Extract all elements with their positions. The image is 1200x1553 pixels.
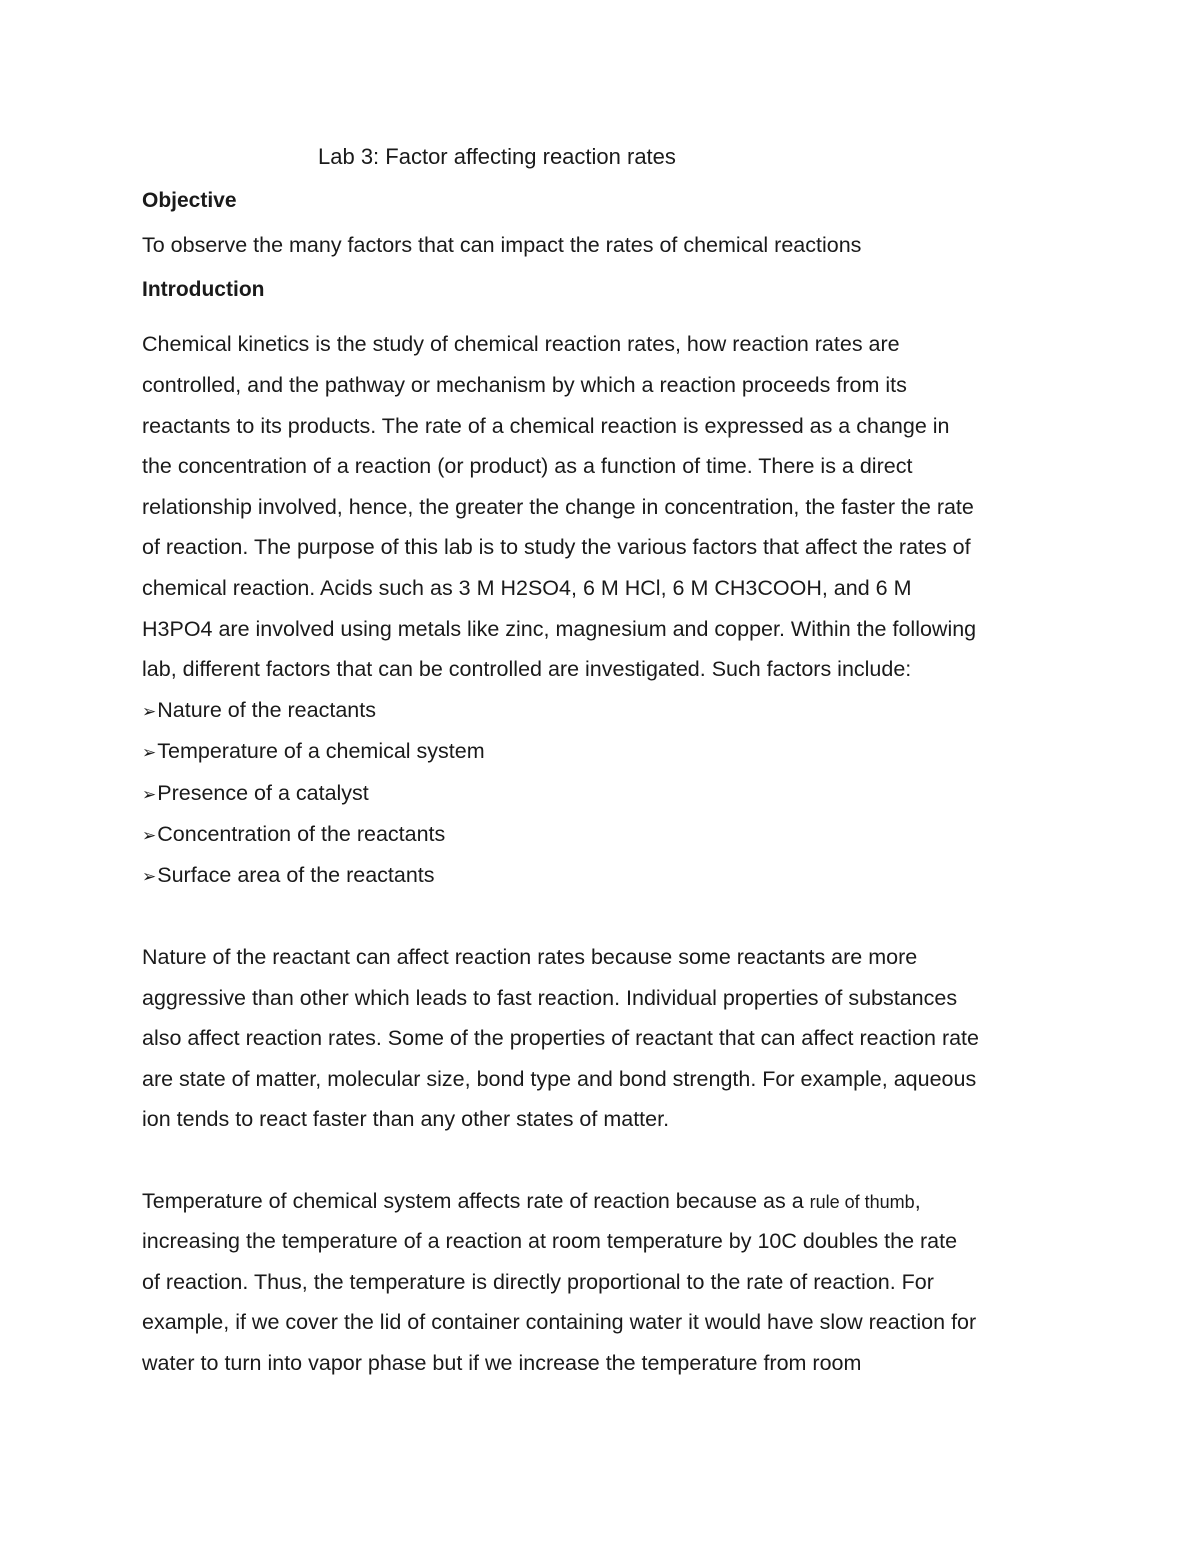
intro-line: chemical reaction. Acids such as 3 M H2SO4, 6 M HCl, 6 M CH3COOH, and 6 M — [142, 576, 912, 600]
temperature-line — [142, 1187, 921, 1216]
nature-line: aggressive than other which leads to fast reaction. Individual properties of substances — [142, 986, 958, 1010]
arrow-bullet-icon: ➢ — [142, 785, 157, 804]
arrow-bullet-icon: ➢ — [142, 743, 157, 762]
nature-line: are state of matter, molecular size, bond type and bond strength. For example, aqueous — [142, 1067, 977, 1091]
factor-list-item — [142, 696, 376, 726]
intro-line: reactants to its products. The rate of a chemical reaction is expressed as a change in — [142, 414, 950, 438]
arrow-bullet-icon: ➢ — [142, 702, 157, 721]
temperature-text: Temperature of chemical system affects rate of reaction because as a — [142, 1189, 810, 1213]
factor-label: Surface area of the reactants — [157, 863, 435, 887]
factor-list-item — [142, 737, 485, 767]
arrow-bullet-icon: ➢ — [142, 867, 157, 886]
factor-label: Concentration of the reactants — [157, 822, 446, 846]
intro-line: the concentration of a reaction (or product) as a function of time. There is a direct — [142, 454, 913, 478]
factor-list-item — [142, 779, 369, 809]
factor-label: Temperature of a chemical system — [157, 739, 485, 763]
factor-label: Presence of a catalyst — [157, 781, 369, 805]
factor-label: Nature of the reactants — [157, 698, 376, 722]
document-title: Lab 3: Factor affecting reaction rates — [318, 144, 676, 169]
factor-list-item — [142, 820, 445, 850]
factor-list-item — [142, 861, 435, 891]
temperature-comma: , — [914, 1189, 921, 1213]
nature-line: ion tends to react faster than any other states of matter. — [142, 1107, 670, 1131]
temperature-line: water to turn into vapor phase but if we increase the temperature from room — [142, 1351, 862, 1375]
temperature-line: of reaction. Thus, the temperature is directly proportional to the rate of reaction. For — [142, 1270, 934, 1294]
intro-line: lab, different factors that can be controlled are investigated. Such factors include: — [142, 657, 912, 681]
intro-line: relationship involved, hence, the greater the change in concentration, the faster the rate — [142, 495, 974, 519]
intro-line: Chemical kinetics is the study of chemical reaction rates, how reaction rates are — [142, 332, 900, 356]
objective-text: To observe the many factors that can impact the rates of chemical reactions — [142, 233, 862, 257]
intro-line: of reaction. The purpose of this lab is to study the various factors that affect the rates of — [142, 535, 971, 559]
nature-line: also affect reaction rates. Some of the properties of reactant that can affect reaction rate — [142, 1026, 979, 1050]
intro-line: H3PO4 are involved using metals like zinc, magnesium and copper. Within the following — [142, 617, 977, 641]
nature-line: Nature of the reactant can affect reaction rates because some reactants are more — [142, 945, 918, 969]
temperature-line: increasing the temperature of a reaction at room temperature by 10C doubles the rate — [142, 1229, 958, 1253]
introduction-heading: Introduction — [142, 278, 265, 301]
temperature-line: example, if we cover the lid of container containing water it would have slow reaction for — [142, 1310, 977, 1334]
arrow-bullet-icon: ➢ — [142, 826, 157, 845]
objective-heading: Objective — [142, 189, 237, 212]
rule-of-thumb-text: rule of thumb — [809, 1192, 915, 1212]
intro-line: controlled, and the pathway or mechanism by which a reaction proceeds from its — [142, 373, 907, 397]
